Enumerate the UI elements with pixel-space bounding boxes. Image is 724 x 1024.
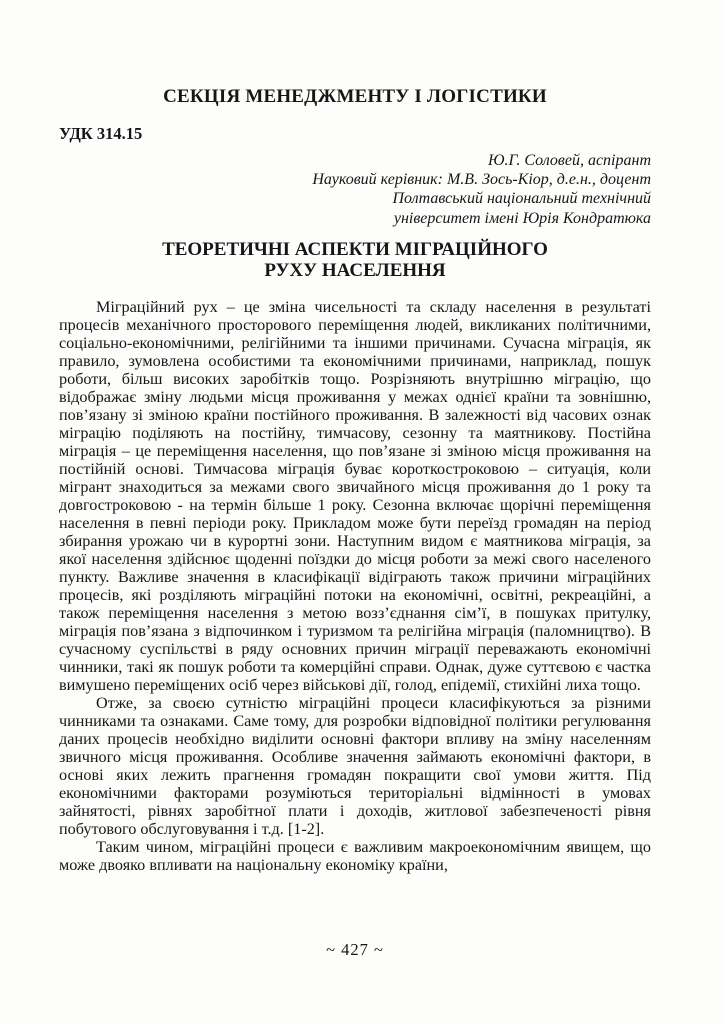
- article-title-line-1: ТЕОРЕТИЧНІ АСПЕКТИ МІГРАЦІЙНОГО: [162, 238, 548, 260]
- section-title: СЕКЦІЯ МЕНЕДЖМЕНТУ І ЛОГІСТИКИ: [163, 86, 547, 107]
- body-paragraph-2: Отже, за своєю сутністю міграційні процеси класифікуються за різними чинниками та ознаками. Саме тому, для розробки відповідної політики регулювання даних процесів необхідно виділити основні фактори впливу на зміну населенням звичного місця проживання. Особливе значення займають економічні фактори, в основі яких лежить прагнення громадян покращити свої умови життя. Під економічними факторами розуміються територіальні відмінності в умовах зайнятості, рівнях заробітної плати і доходів, житлової забезпеченості рівня побутового обслуговування і т.д. [1-2].: [59, 693, 651, 838]
- affiliation-line-1: Полтавський національний технічний: [392, 190, 651, 208]
- supervisor-line: Науковий керівник: М.В. Зось-Кіор, д.е.н., доцент: [312, 171, 651, 189]
- article-title-line-2: РУХУ НАСЕЛЕННЯ: [264, 260, 446, 282]
- affiliation-line-2: університет імені Юрія Кондратюка: [393, 209, 651, 227]
- article-title: [59, 239, 651, 282]
- article-body: [59, 298, 651, 874]
- byline-block: [59, 151, 651, 228]
- page-number: ~ 427 ~: [326, 940, 384, 959]
- body-paragraph-1: Міграційний рух – це зміна чисельності та складу населення в результаті процесів механічного просторового переміщення людей, викликаних політичними, соціально-економічними, релігійними та іншими причинами. Сучасна міграція, як правило, зумовлена особистими та економічними причинами, наприклад, пошук роботи, більш високих заробітків тощо. Розрізняють внутрішню міграцію, що відображає зміну людьми місця проживання у межах однієї країни та зовнішню, пов’язану зі зміною країни постійного проживання. В залежності від часових ознак міграцію поділяють на постійну, тимчасову, сезонну та маятникову. Постійна міграція – це переміщення населення, що пов’язане зі зміною місця проживання на постійній основі. Тимчасова міграція буває короткостроковою – ситуація, коли мігрант знаходиться за межами свого звичайного місця проживання до 1 року та довгостроковою - на термін більше 1 року. Сезонна включає щорічні переміщення населення в певні періоди року. Прикладом може бути переїзд громадян на період збирання урожаю чи в курортні зони. Наступним видом є маятникова міграція, за якої населення здійснює щоденні поїздки до місця роботи за межі свого населеного пункту. Важливе значення в класифікації відіграють також причини міграційних процесів, які розділяють міграційні потоки на економічні, освітні, рекреаційні, а також переміщення населення з метою возз’єднання сім’ї, в пошуках притулку, міграція пов’язана з відпочинком і туризмом та релігійна міграція (паломництво). В сучасному суспільстві в ряду основних причин міграції переважають економічні чинники, такі як пошук роботи та комерційні справи. Однак, дуже суттєвою є частка вимушено переміщених осіб через військові дії, голод, епідемії, стихійні лиха тощо.: [59, 297, 651, 694]
- author-line: Ю.Г. Соловей, аспірант: [487, 152, 651, 169]
- udc-code: УДК 314.15: [59, 124, 143, 143]
- page-content: [59, 0, 651, 874]
- body-paragraph-3: Таким чином, міграційні процеси є важливим макроекономічним явищем, що може двояко впливати на національну економіку країни,: [59, 837, 651, 874]
